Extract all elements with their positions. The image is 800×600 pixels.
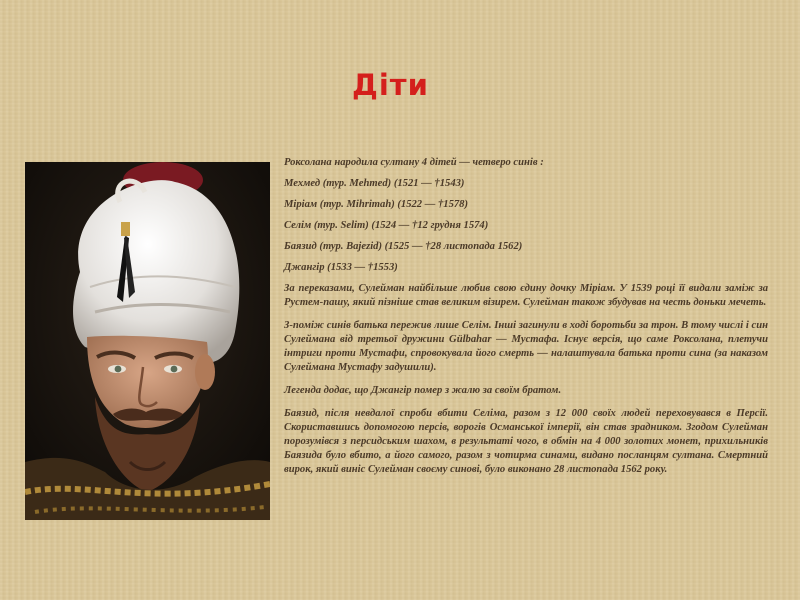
child-item-mihrimah: Міріам (тур. Mihrimah) (1522 — †1578) [284, 199, 469, 210]
portrait-image [25, 162, 270, 520]
body-text [284, 156, 768, 486]
child-item-selim: Селім (тур. Selim) (1524 — †12 грудня 1574) [284, 220, 489, 231]
intro-paragraph: Роксолана народила султану 4 дітей — четверо синів : [284, 157, 544, 168]
paragraph-bajezid: Баязид, після невдалої спроби вбити Селіма, разом з 12 000 своїх людей переховувався в Персії. Скориставшись допомогою персів, ворогів Османської імперії, він став зрадником. Згодом Сулейман порозумівся з персидським шахом, в результаті чого, в обмін на 4 000 золотих монет, прихильників Баязида було вбито, а його самого, разом з чотирма синами, видано посланцям султана. Смертний вирок, який виніс Сулейман своєму синові, було виконано 28 листопада 1562 року. [284, 408, 768, 475]
child-item-mehmed: Мехмед (тур. Mehmed) (1521 — †1543) [284, 178, 465, 189]
portrait-drawing [25, 162, 270, 520]
slide-title: Діти [352, 68, 429, 102]
child-item-jihangir: Джангір (1533 — †1553) [284, 262, 398, 273]
paragraph-succession: З-поміж синів батька пережив лише Селім. Інші загинули в ході боротьби за трон. В тому числі і син Сулеймана від третьої дружини Gülbahar — Мустафа. Існує версія, що саме Роксолана, плетучи інтриги проти Мустафи, спровокувала його смерть — налаштувала батька проти сина (за наказом Сулеймана Мустафу задушили). [284, 320, 768, 373]
paragraph-legend: Легенда додає, що Джангір помер з жалю за своїм братом. [284, 385, 562, 396]
child-item-bajezid: Баязид (тур. Bajezid) (1525 — †28 листопада 1562) [284, 241, 523, 252]
paragraph-mihrimah: За переказами, Сулейман найбільше любив свою єдину дочку Міріам. У 1539 році її видали заміж за Рустем-пашу, який пізніше став великим візирем. Сулейман також збудував на честь доньки мечеть. [284, 283, 768, 308]
